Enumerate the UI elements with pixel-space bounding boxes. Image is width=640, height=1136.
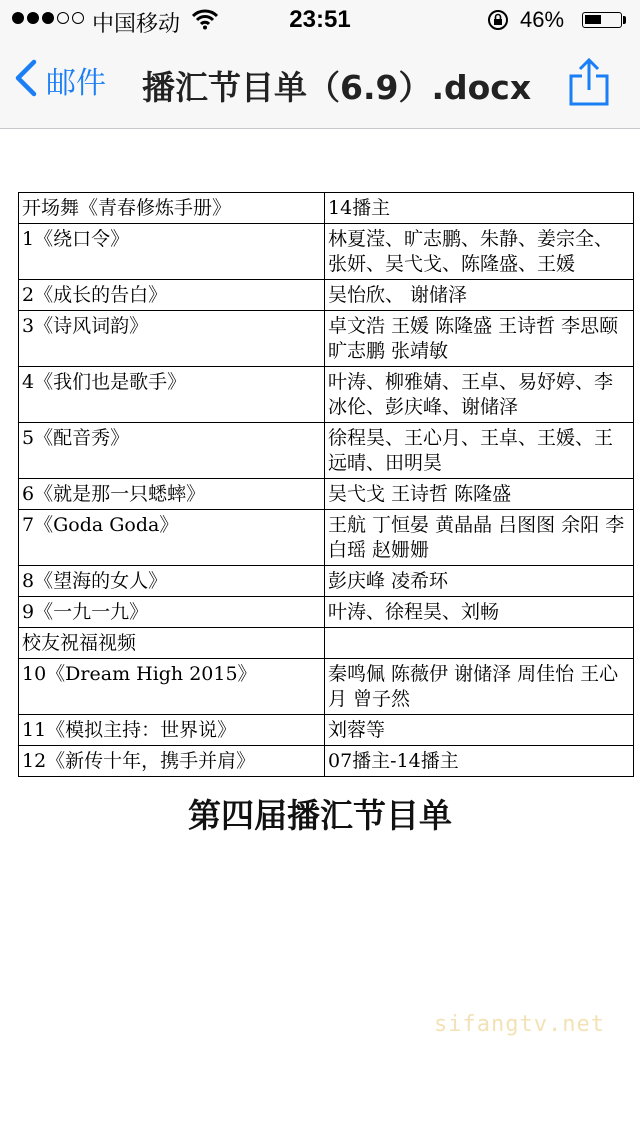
back-button[interactable] [14, 58, 106, 102]
table-row [19, 367, 634, 423]
performers-cell: 07播主-14播主 [325, 746, 634, 777]
performers-cell: 吴怡欣、 谢储泽 [325, 280, 634, 311]
battery-tip [623, 16, 626, 24]
performers-cell: 彭庆峰 凌希环 [325, 566, 634, 597]
performers-cell: 刘蓉等 [325, 715, 634, 746]
performers-cell: 秦鸣佩 陈薇伊 谢储泽 周佳怡 王心月 曾子然 [325, 659, 634, 715]
table-row [19, 510, 634, 566]
table-row [19, 193, 634, 224]
battery-icon [582, 12, 622, 28]
performers-cell [325, 628, 634, 659]
program-cell: 开场舞《青春修炼手册》 [19, 193, 325, 224]
performers-cell: 14播主 [325, 193, 634, 224]
program-cell: 2《成长的告白》 [19, 280, 325, 311]
table-row [19, 224, 634, 280]
back-label: 邮件 [46, 66, 106, 101]
performers-cell: 叶涛、徐程昊、刘畅 [325, 597, 634, 628]
performers-cell: 卓文浩 王媛 陈隆盛 王诗哲 李思颐 旷志鹏 张靖敏 [325, 311, 634, 367]
document-heading: 第四届播汇节目单 [188, 796, 452, 835]
watermark: sifangtv.net [434, 1012, 605, 1037]
performers-cell: 吴弋戈 王诗哲 陈隆盛 [325, 479, 634, 510]
table-row [19, 311, 634, 367]
rotation-lock-icon [486, 9, 510, 36]
battery-percent: 46% [520, 7, 565, 32]
performers-cell: 叶涛、柳雅婧、王卓、易妤婷、李冰伦、彭庆峰、谢储泽 [325, 367, 634, 423]
table-row [19, 628, 634, 659]
performers-cell: 徐程昊、王心月、王卓、王媛、王远晴、田明昊 [325, 423, 634, 479]
program-cell: 8《望海的女人》 [19, 566, 325, 597]
carrier-name: 中国移动 [92, 12, 181, 37]
program-cell: 5《配音秀》 [19, 423, 325, 479]
program-cell: 1《绕口令》 [19, 224, 325, 280]
document-title: 播汇节目单（6.9）.docx [142, 68, 532, 107]
program-table [18, 192, 634, 777]
table-row [19, 423, 634, 479]
performers-cell: 王航 丁恒晏 黄晶晶 吕图图 余阳 李白瑶 赵姗姗 [325, 510, 634, 566]
program-cell: 校友祝福视频 [19, 628, 325, 659]
share-icon [568, 91, 610, 110]
table-row [19, 280, 634, 311]
program-cell: 9《一九一九》 [19, 597, 325, 628]
navigation-bar [0, 40, 640, 129]
status-bar [0, 0, 640, 40]
program-cell: 10《Dream High 2015》 [19, 659, 325, 715]
share-button[interactable] [568, 58, 610, 110]
program-cell: 11《模拟主持：世界说》 [19, 715, 325, 746]
clock-time: 23:51 [289, 6, 351, 33]
table-row [19, 566, 634, 597]
chevron-left-icon [14, 59, 38, 101]
performers-cell: 林夏滢、旷志鹏、朱静、姜宗全、张妍、吴弋戈、陈隆盛、王媛 [325, 224, 634, 280]
table-row [19, 479, 634, 510]
program-cell: 6《就是那一只蟋蟀》 [19, 479, 325, 510]
program-cell: 4《我们也是歌手》 [19, 367, 325, 423]
table-row [19, 597, 634, 628]
program-cell: 3《诗风词韵》 [19, 311, 325, 367]
table-row [19, 715, 634, 746]
program-cell: 7《Goda Goda》 [19, 510, 325, 566]
program-cell: 12《新传十年，携手并肩》 [19, 746, 325, 777]
table-row [19, 659, 634, 715]
table-row [19, 746, 634, 777]
